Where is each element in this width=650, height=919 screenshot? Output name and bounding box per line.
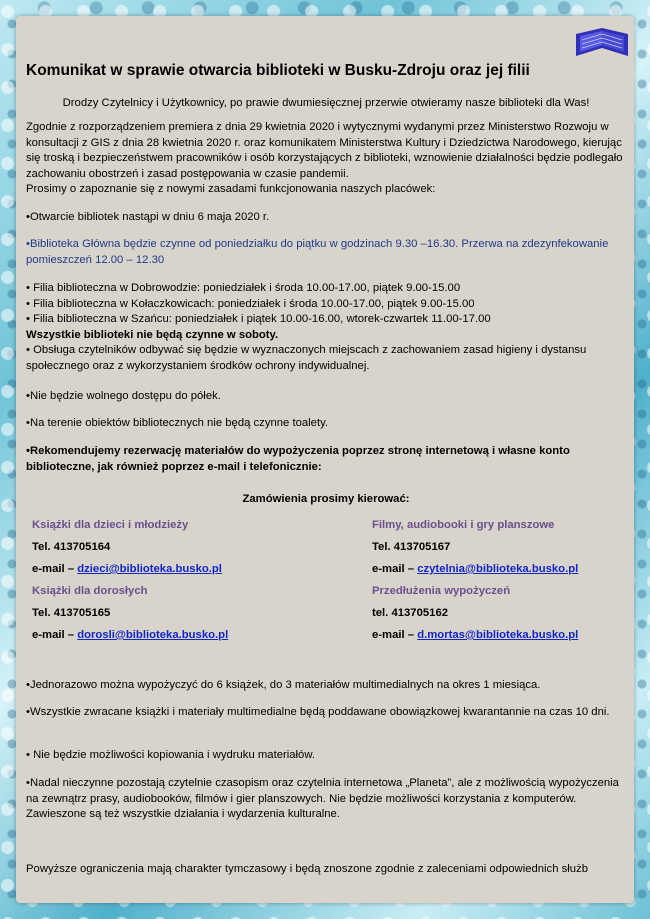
branch-kolaczkowice: • Filia biblioteczna w Kołaczkowicach: poniedziałek i środa 10.00-17.00, piątek 9.00-15.00 (26, 297, 475, 310)
page-title: Komunikat w sprawie otwarcia biblioteki w Busku-Zdroju oraz jej filii (26, 62, 530, 79)
orders-heading: Zamówienia prosimy kierować: (242, 493, 410, 505)
branch-dobrowoda: • Filia biblioteczna w Dobrowodzie: poniedziałek i środa 10.00-17.00, piątek 9.00-15.00 (26, 282, 461, 294)
renew-email-link[interactable]: d.mortas@biblioteka.busko.pl (417, 629, 579, 641)
contact-films-email (372, 558, 578, 580)
email-label: e-mail – (372, 629, 418, 641)
saturday-closed: Wszystkie biblioteki nie będą czynne w soboty. (26, 328, 279, 341)
contact-kids-email (32, 558, 228, 580)
service-info: • Obsługa czytelników odbywać się będzie w wyznaczonych miejscach z zachowaniem zasad higieny i dystansu społecznego oraz z wykorzystaniem środków ochrony indywidualnej. (26, 344, 587, 372)
intro-text-2: Prosimy o zapoznanie się z nowymi zasadami funkcjonowania naszych placówek: (26, 183, 436, 195)
contact-renew-heading: Przedłużenia wypożyczeń (372, 585, 511, 597)
email-label: e-mail – (32, 563, 78, 575)
point-main-library: •Biblioteka Główna będzie czynne od poniedziałku do piątku w godzinach 9.30 –16.30. Przerwa na zdezynfekowanie pomieszczeń 12.00 – 12.30 (26, 238, 609, 266)
point-reading-rooms: •Nadal nieczynne pozostają czytelnie czasopism oraz czytelnia internetowa „Planeta”, ale z możliwością wypożyczenia na zewnątrz prasy, audiobooków, filmów i gier planszowych. Nie będzie możliwości korzystania z komputerów. Zawieszone są też wszystkie działania i wydarzenia kulturalne. (26, 777, 619, 820)
point-copying: • Nie będzie możliwości kopiowania i wydruku materiałów. (26, 749, 316, 761)
branches-block (26, 281, 626, 374)
contact-adults-heading: Książki dla dorosłych (32, 585, 148, 597)
contacts-left-column (32, 514, 228, 646)
point-shelves: •Nie będzie wolnego dostępu do półek. (26, 390, 221, 402)
contacts-right-column (372, 514, 578, 646)
email-label: e-mail – (372, 563, 418, 575)
intro-paragraph (26, 120, 626, 198)
branch-szaniec: • Filia biblioteczna w Szańcu: poniedziałek i piątek 10.00-16.00, wtorek-czwartek 11.00-17.00 (26, 313, 491, 325)
point-recommend: •Rekomendujemy rezerwację materiałów do wypożyczenia poprzez stronę internetową i własne konto biblioteczne, jak również poprzez e-mail i telefonicznie: (26, 445, 570, 473)
point-toilets: •Na terenie obiektów bibliotecznych nie będą czynne toalety. (26, 417, 329, 429)
point-open-date: •Otwarcie bibliotek nastąpi w dniu 6 maja 2020 r. (26, 211, 270, 223)
contact-adults-email (32, 624, 228, 646)
kids-email-link[interactable]: dzieci@biblioteka.busko.pl (77, 563, 222, 575)
footer-note: Powyższe ograniczenia mają charakter tymczasowy i będą znoszone zgodnie z zaleceniami odpowiednich służb (26, 863, 588, 875)
books-icon (572, 26, 632, 60)
contact-kids-phone: Tel. 413705164 (32, 541, 111, 553)
films-email-link[interactable]: czytelnia@biblioteka.busko.pl (417, 563, 579, 575)
point-quarantine: •Wszystkie zwracane książki i materiały multimedialne będą poddawane obowiązkowej kwarantannie na czas 10 dni. (26, 706, 610, 718)
contact-kids-heading: Książki dla dzieci i młodzieży (32, 519, 189, 531)
notice-page (16, 16, 634, 903)
email-label: e-mail – (32, 629, 78, 641)
point-loan-limit: •Jednorazowo można wypożyczyć do 6 książek, do 3 materiałów multimedialnych na okres 1 miesiąca. (26, 679, 541, 691)
greeting: Drodzy Czytelnicy i Użytkownicy, po prawie dwumiesięcznej przerwie otwieramy nasze biblioteki dla Was! (62, 97, 590, 109)
contact-renew-phone: tel. 413705162 (372, 607, 449, 619)
adults-email-link[interactable]: dorosli@biblioteka.busko.pl (77, 629, 229, 641)
intro-text: Zgodnie z rozporządzeniem premiera z dnia 29 kwietnia 2020 i wytycznymi wydanymi przez Ministerstwo Rozwoju w konsultacji z GIS z dnia 28 kwietnia 2020 r. oraz komunikatem Ministerstwa Kultury i Dziedzictwa Narodowego, kierując się troską i bezpieczeństwem pracowników i osób korzystających z biblioteki, wznowienie działalności będzie podlegało zachowaniu obostrzeń i zasad postępowania w czasie pandemii. (26, 121, 623, 180)
contact-renew-email (372, 624, 578, 646)
contact-films-heading: Filmy, audiobooki i gry planszowe (372, 519, 555, 531)
contact-films-phone: Tel. 413705167 (372, 541, 451, 553)
contact-adults-phone: Tel. 413705165 (32, 607, 111, 619)
